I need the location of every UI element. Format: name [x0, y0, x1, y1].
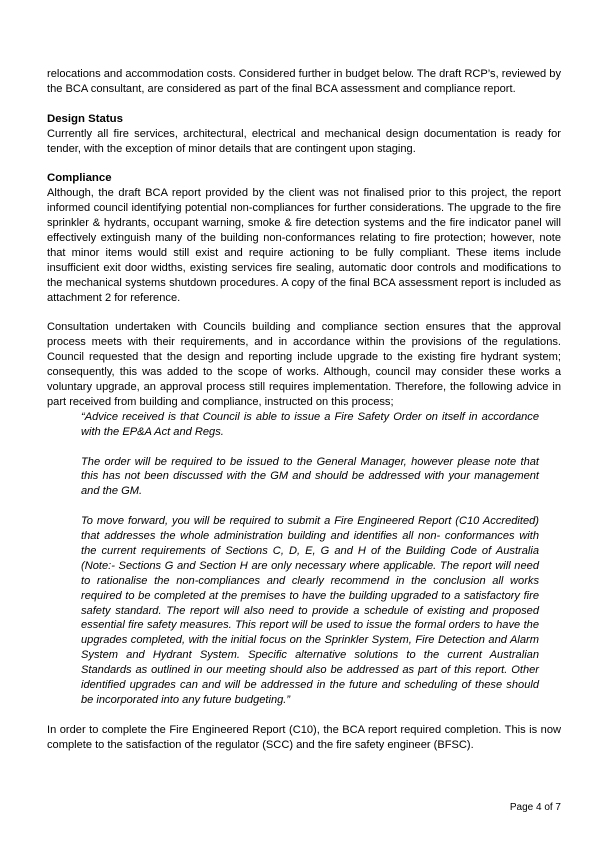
compliance-paragraph-3: In order to complete the Fire Engineered Report (C10), the BCA report required completion. This is now complete to the satisfaction of the regulator (SCC) and the fire safety engineer (BFSC).: [47, 723, 561, 751]
compliance-paragraph-1: Although, the draft BCA report provided by the client was not finalised prior to this project, the report informed council identifying potential non-compliances for further considerations. The upgrade to the fire sprinkler & hydrants, occupant warning, smoke & fire detection systems and the fire indicator panel will effectively extinguish many of the building non-conformances relating to fire protection; however, note that minor items would still exist and require actioning to be fully compliant. These items include insufficient exit door widths, existing services fire sealing, automatic door controls and modifications to the mechanical systems shutdown procedures. A copy of the final BCA assessment report is included as attachment 2 for reference.: [47, 187, 561, 304]
spacer: [47, 97, 561, 112]
compliance-heading: Compliance: [47, 172, 112, 185]
design-status-heading: Design Status: [47, 112, 123, 125]
quote-paragraph-3: To move forward, you will be required to submit a Fire Engineered Report (C10 Accredited) that addresses the whole administration building and identifies all non- conformances with the current requirements of Sections C, D, E, G and H of the Building Code of Australia (Note:- Sections G and Section H are only necessary where applicable. The report will need to rationalise the non-compliances and clearly recommend in the conclusion all works required to be completed at the premises to have the building upgraded to a satisfactory fire safety standard. The report will also need to provide a schedule of existing and proposed essential fire safety measures. This report will be used to issue the formal orders to have the upgrades completed, with the initial focus on the Sprinkler System, Fire Detection and Alarm System and Hydrant System. Specific alternative solutions to the current Australian Standards as outlined in our meeting should also be addressed as part of this report. Other identified upgrades can and will be addressed in the future and scheduling of these should be incorporated into any future budgeting.”: [81, 515, 539, 706]
spacer: [47, 440, 561, 455]
compliance-paragraph-2: Consultation undertaken with Councils building and compliance section ensures that the approval process meets with their requirements, and in accordance within the provisions of the regulations. Council requested that the design and reporting include upgrade to the existing fire hydrant system; consequently, this was added to the scope of works. Although, council may consider these works a voluntary upgrade, an approval process still requires implementation. Therefore, the following advice in part received from building and compliance, instructed on this process;: [47, 321, 561, 408]
spacer: [47, 499, 561, 514]
quote-paragraph-1: “Advice received is that Council is able to issue a Fire Safety Order on itself in accordance with the EP&A Act and Regs.: [81, 410, 539, 438]
design-status-paragraph: Currently all fire services, architectural, electrical and mechanical design documentation is ready for tender, with the exception of minor details that are contingent upon staging.: [47, 127, 561, 155]
spacer: [47, 708, 561, 723]
intro-paragraph: relocations and accommodation costs. Considered further in budget below. The draft RCP’s, reviewed by the BCA consultant, are considered as part of the final BCA assessment and compliance report.: [47, 68, 561, 95]
quote-paragraph-2: The order will be required to be issued to the General Manager, however please note that this has not been discussed with the GM and should be addressed with your management and the GM.: [81, 455, 539, 498]
spacer: [47, 156, 561, 171]
page-number: Page 4 of 7: [509, 802, 561, 813]
spacer: [47, 305, 561, 320]
document-body: [47, 67, 561, 753]
